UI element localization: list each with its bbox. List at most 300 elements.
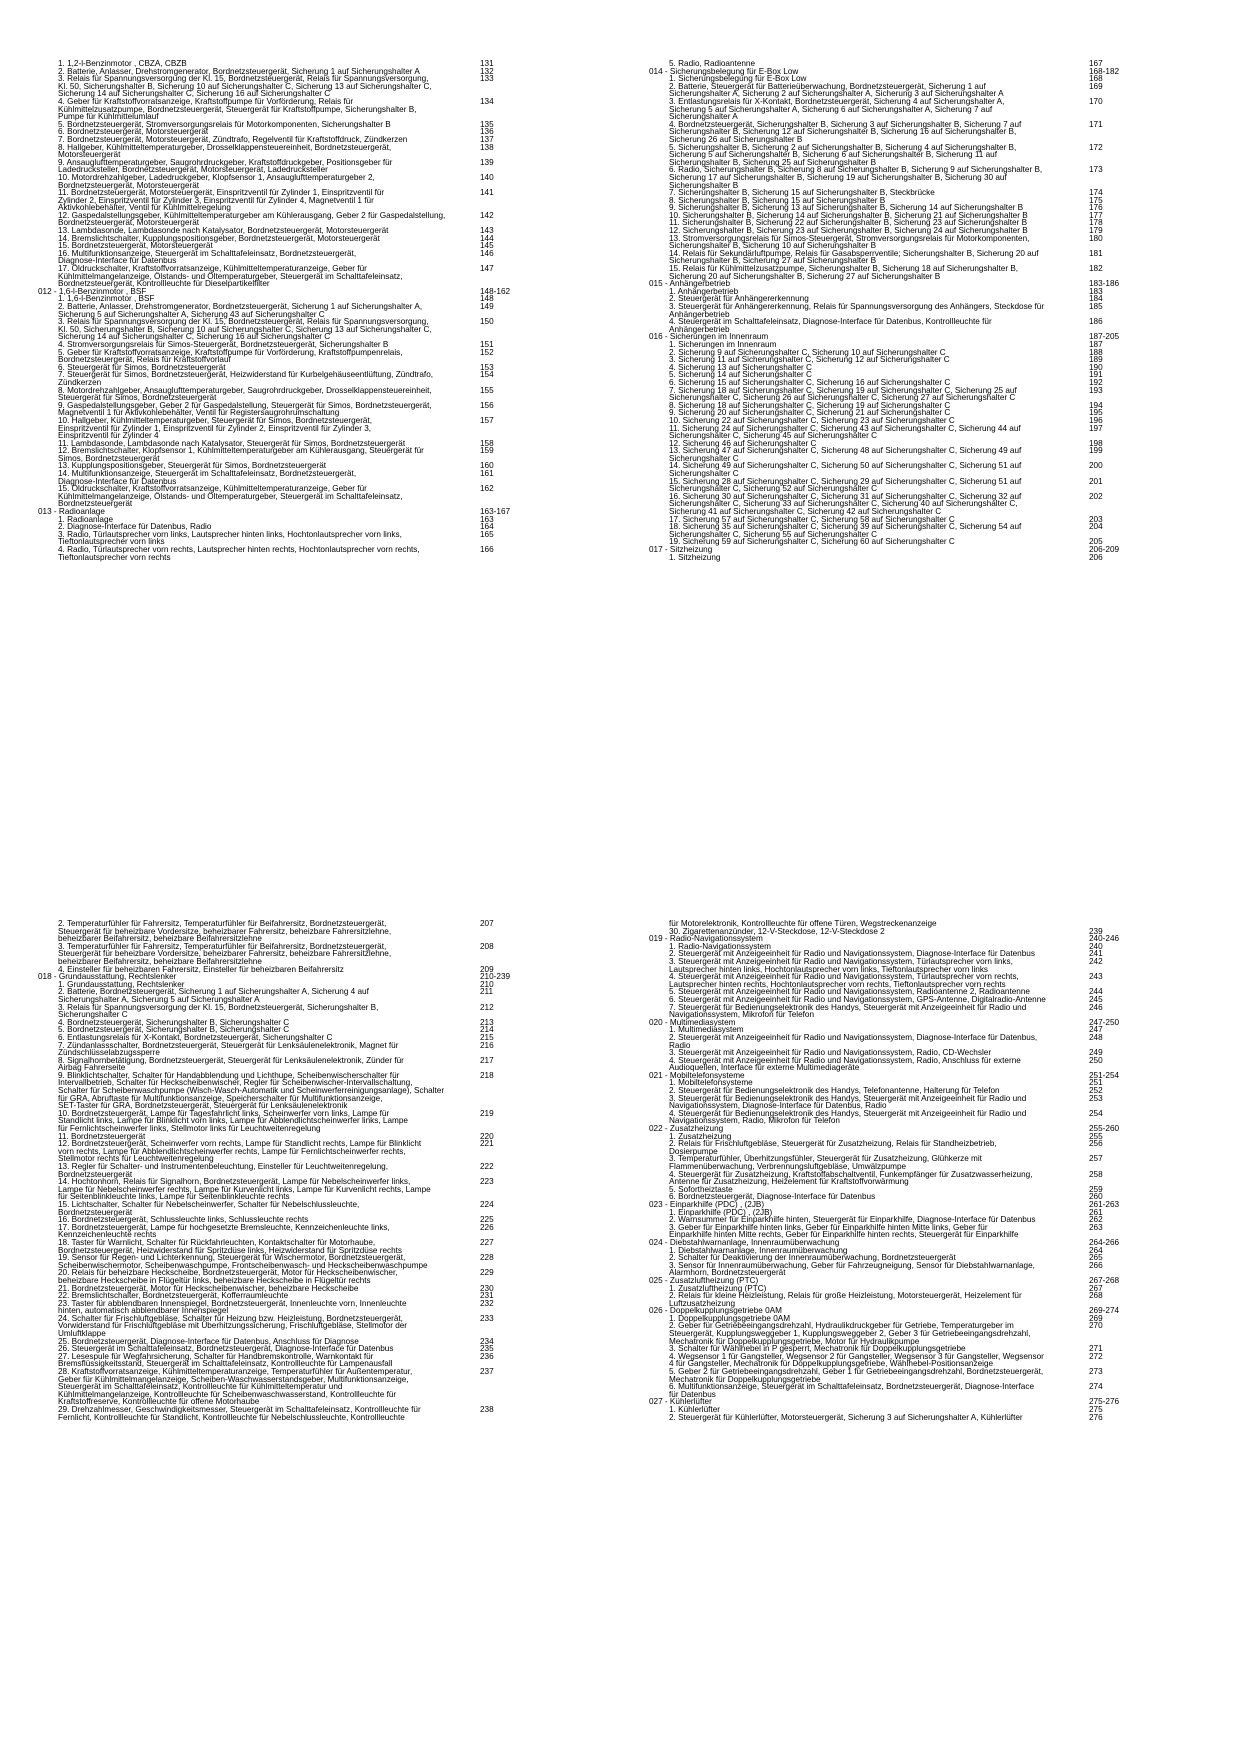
toc-entry-title: 7. Sicherung 18 auf Sicherungshalter C, Sicherung 19 auf Sicherungshalter C, Sicherung 25 auf <box>669 385 1017 395</box>
toc-page-number: 172 <box>1089 142 1103 152</box>
toc-entry-title: 4. Bordnetzsteuergerät, Sicherungshalter B, Sicherungshalter C <box>58 1017 290 1027</box>
toc-entry-row <box>58 1414 540 1422</box>
toc-page-number: 133 <box>480 74 494 84</box>
toc-section-row <box>649 1124 1149 1134</box>
toc-page-number: 144 <box>480 233 494 243</box>
toc-entry-title: 11. Bordnetzsteuergerät, Motorsteuergerät, Einspritzventil für Zylinder 1, Einspritzventil für <box>58 188 385 198</box>
toc-page-number: 175 <box>1089 195 1103 205</box>
toc-entry-title: 2. Warnsummer für Einparkhilfe hinten, Steuergerät für Einparkhilfe, Diagnose-Interface für Datenbus <box>669 1215 1036 1225</box>
toc-page-number: 212 <box>480 1002 494 1012</box>
toc-entry-title: Intervallbetrieb, Schalter für Heckscheibenwischer, Regler für Scheibenwischer-Intervallschaltung, <box>58 1078 413 1088</box>
toc-page-number: 161 <box>480 469 494 479</box>
toc-page-number: 247 <box>1089 1025 1103 1035</box>
toc-entry-title: 1. Sicherungen im Innenraum <box>669 339 777 349</box>
toc-page-number: 227 <box>480 1237 494 1247</box>
toc-entry-title: 2. Diagnose-Interface für Datenbus, Radio <box>58 522 212 532</box>
toc-page-number: 255 <box>1089 1131 1103 1141</box>
toc-entry-title: 15. Relais für Kühlmittelzusatzpumpe, Sicherungshalter B, Sicherung 18 auf Sicherungshalter B, <box>669 264 1019 274</box>
toc-page-number: 177 <box>1089 210 1103 220</box>
toc-page-number: 257 <box>1089 1154 1103 1164</box>
toc-page-number: 270 <box>1089 1321 1103 1331</box>
toc-page-number: 152 <box>480 347 494 357</box>
toc-page-number: 163-167 <box>480 507 511 517</box>
toc-page-number: 187 <box>1089 339 1103 349</box>
toc-entry-title: Sicherungshalter C, Sicherung 33 auf Sicherungshalter C, Sicherung 40 auf Sicherungshalter C, <box>669 499 1018 509</box>
toc-page-number: 240 <box>1089 941 1103 951</box>
toc-page-number: 248 <box>1089 1032 1103 1042</box>
toc-page-number: 228 <box>480 1253 494 1263</box>
toc-entry-title: 1. Sicherungsbelegung für E-Box Low <box>669 74 807 84</box>
toc-page-number: 274 <box>1089 1382 1103 1392</box>
toc-entry-title: Sicherungshalter B <box>669 180 739 190</box>
toc-entry-row <box>669 538 1149 546</box>
toc-entry-title: 10. Hallgeber, Kühlmitteltemperaturgeber, Steuergerät für Simos, Bordnetzsteuergerät, <box>58 415 373 425</box>
toc-page-number: 246 <box>1089 1002 1103 1012</box>
toc-page-number: 251 <box>1089 1078 1103 1088</box>
toc-page-number: 216 <box>480 1040 494 1050</box>
toc-entry-row <box>669 1414 1149 1422</box>
toc-entry-title: Radio <box>669 1040 691 1050</box>
toc-entry-title: 6. Entlastungsrelais für X-Kontakt, Bordnetzsteuergerät, Sicherungshalter C <box>58 1032 333 1042</box>
toc-entry-row <box>669 318 1149 326</box>
toc-page-number: 147 <box>480 264 494 274</box>
toc-entry-title: 9. Blinklichtschalter, Schalter für Handabblendung und Lichthupe, Scheibenwischerschalter für <box>58 1070 400 1080</box>
toc-entry-title: 1. Zusatzheizung <box>669 1131 732 1141</box>
toc-entry-row <box>669 1117 1149 1125</box>
toc-page-number: 171 <box>1089 119 1103 129</box>
toc-entry-title: 8. Signalhornbetätigung, Bordnetzsteuergerät, Steuergerät für Lenksäulenelektronik, Zünder für <box>58 1055 404 1065</box>
toc-entry-title: 5. Bordnetzsteuergerät, Stromversorgungsrelais für Motorkomponenten, Sicherungshalter B <box>58 119 391 129</box>
toc-entry-title: 013 - Radioanlage <box>38 507 105 517</box>
toc-page-number: 149 <box>480 302 494 311</box>
toc-entry-title: 018 - Grundausstattung, Rechtslenker <box>38 972 177 982</box>
toc-entry-title: 1. Anhängerbetrieb <box>669 286 739 296</box>
toc-entry-title: 12. Sicherungshalter B, Sicherung 23 auf Sicherungshalter B, Sicherung 24 auf Sicherungshalter B <box>669 226 1028 236</box>
toc-entry-title: 019 - Radio-Navigationssystem <box>649 934 763 944</box>
toc-entry-title: Bordnetzsteuergerät, Motorsteuergerät <box>58 180 200 190</box>
toc-entry-title: 5. Geber 2 für Getriebeeingangsdrehzahl, Geber 1 für Getriebeeingangsdrehzahl, Bordnetzsteuergerät, <box>669 1367 1044 1377</box>
toc-entry-title: Sicherungshalter A, Sicherung 5 auf Sicherungshalter A <box>58 994 260 1004</box>
toc-page-number: 221 <box>480 1139 494 1149</box>
toc-entry-title: Magnetventil 1 für Aktivkohlebehälter, Ventil für Registersaugrohrumschaltung <box>58 408 340 418</box>
toc-page-top-right <box>649 59 1149 830</box>
toc-entry-title: 2. Relais für kleine Heizleistung, Relais für große Heizleistung, Motorsteuergerät, Heizelement für <box>669 1291 1022 1301</box>
toc-entry-title: 14. Bremslichtschalter, Kupplungspositionsgeber, Bordnetzsteuergerät, Motorsteuergerät <box>58 233 380 243</box>
toc-entry-title: 1. Zusatzluftheizung (PTC) <box>669 1283 767 1293</box>
toc-entry-title: 15. Bordnetzsteuergerät, Motorsteuergerät <box>58 241 213 251</box>
toc-entry-title: Kühlmittelmangelanzeige, Ölstands- und Öltemperaturgeber, Steuergerät im Schalttafeleinsatz, <box>58 271 403 281</box>
toc-page-number: 256 <box>1089 1139 1103 1149</box>
toc-section-row <box>38 507 540 517</box>
toc-page-number: 241 <box>1089 949 1103 959</box>
toc-entry-title: 8. Sicherungshalter B, Sicherung 15 auf Sicherungshalter B <box>669 195 886 205</box>
toc-page-number: 182 <box>1089 264 1103 274</box>
toc-entry-title: Tieftonlautsprecher vorn rechts <box>58 552 171 562</box>
toc-page-number: 218 <box>480 1070 494 1080</box>
toc-page-number: 245 <box>1089 994 1103 1004</box>
toc-page-number: 196 <box>1089 415 1103 425</box>
toc-page-number: 148 <box>480 294 494 304</box>
toc-entry-row <box>669 273 1149 281</box>
toc-entry-title: 10. Sicherungshalter B, Sicherung 14 auf Sicherungshalter B, Sicherung 21 auf Sicherungshalter B <box>669 210 1028 220</box>
toc-entry-title: 8. Hallgeber, Kühlmitteltemperaturgeber, Drosselklappensteuereinheit, Bordnetzsteuergerät, <box>58 142 392 152</box>
toc-entry-title: 023 - Einparkhilfe (PDC) , (2JB) <box>649 1199 765 1209</box>
toc-entry-title: 4. Radio, Türlautsprecher vorn rechts, Lautsprecher hinten rechts, Hochtonlautsprecher vorn rechts, <box>58 545 420 554</box>
toc-entry-title: 4. Bordnetzsteuergerät, Sicherungshalter B, Sicherung 3 auf Sicherungshalter B, Sicherung 7 auf <box>669 119 1022 129</box>
toc-page-number: 159 <box>480 446 494 456</box>
toc-page-number: 192 <box>1089 377 1103 387</box>
toc-page-number: 148-162 <box>480 286 511 296</box>
toc-page-number: 138 <box>480 142 494 152</box>
toc-page-number: 188 <box>1089 347 1103 357</box>
toc-entry-title: Bordnetzsteuergerät <box>58 1207 133 1217</box>
toc-page-number: 215 <box>480 1032 494 1042</box>
toc-page-number: 273 <box>1089 1367 1103 1377</box>
toc-entry-title: Kraftstoffreserve, Kontrollleuchte für offene Motorhaube <box>58 1397 260 1407</box>
toc-page-number: 210-239 <box>480 972 511 982</box>
toc-entry-title: 2. Batterie, Steuergerät für Batterieüberwachung, Bordnetzsteuergerät, Sicherung 1 auf <box>669 81 986 91</box>
toc-entry-title: Sicherungshalter C, Sicherung 45 auf Sicherungshalter C <box>669 431 877 441</box>
toc-entry-title: beheizbare Heckscheibe in Flügeltür links, beheizbare Heckscheibe in Flügeltür rechts <box>58 1275 371 1285</box>
toc-page-number: 236 <box>480 1351 494 1361</box>
toc-entry-title: 16. Sicherung 30 auf Sicherungshalter C, Sicherung 31 auf Sicherungshalter C, Sicherung 32 auf <box>669 491 1022 501</box>
toc-entry-title: 1. Radio-Navigationssystem <box>669 941 771 951</box>
toc-page-number: 191 <box>1089 370 1103 380</box>
toc-page-number: 183 <box>1089 286 1103 296</box>
toc-page-number: 208 <box>480 941 494 951</box>
toc-page-number: 230 <box>480 1283 494 1293</box>
toc-page-number: 141 <box>480 188 494 198</box>
toc-entry-title: Airbag Fahrerseite <box>58 1063 126 1073</box>
toc-entry-row <box>669 1140 1149 1148</box>
toc-entry-title: 1. Doppelkupplungsgetriebe 0AM <box>669 1313 791 1323</box>
toc-entry-title: 5. Sofortheiztaste <box>669 1184 733 1194</box>
toc-entry-title: Steuergerät für Simos, Bordnetzsteuergerät <box>58 393 217 403</box>
toc-entry-title: 3. Relais für Spannungsversorgung der Kl. 15, Bordnetzsteuergerät, Relais für Spannungsversorgung, <box>58 74 429 84</box>
toc-entry-title: 4 für Gangsteller, Mechatronik für Doppelkupplungsgetriebe, Wählhebel-Positionsanzeige <box>669 1359 994 1369</box>
toc-entry-row <box>669 1383 1149 1391</box>
toc-entry-title: 2. Schalter für Deaktivierung der Innenraumüberwachung, Bordnetzsteuergerät <box>669 1253 956 1263</box>
toc-entry-title: 1. Einparkhilfe (PDC) , (2JB) <box>669 1207 773 1217</box>
toc-page-number: 263 <box>1089 1222 1103 1232</box>
toc-entry-title: 1. Multimediasystem <box>669 1025 744 1035</box>
toc-entry-title: Sicherungshalter C <box>58 1010 128 1020</box>
toc-entry-title: 6. Sicherung 15 auf Sicherungshalter C, Sicherung 16 auf Sicherungshalter C <box>669 377 951 387</box>
toc-entry-title: 1. Mobiltelefonsysteme <box>669 1078 753 1088</box>
toc-entry-title: 3. Steuergerät mit Anzeigeeinheit für Radio und Navigationssystem, Türlautsprecher vorn links, <box>669 956 1013 966</box>
toc-entry-title: 18. Taster für Warnlicht, Schalter für Rückfahrleuchten, Kontaktschalter für Motorhaube, <box>58 1237 376 1247</box>
toc-entry-title: 7. Zündanlassschalter, Bordnetzsteuergerät, Steuergerät für Lenksäulenelektronik, Magnet für <box>58 1040 399 1050</box>
toc-page-number: 136 <box>480 127 494 137</box>
toc-entry-title: Sicherung 41 auf Sicherungshalter C, Sicherung 42 auf Sicherungshalter C <box>669 507 942 517</box>
toc-entry-title: 4. Sicherung 13 auf Sicherungshalter C <box>669 362 812 372</box>
toc-page-number: 168-182 <box>1089 66 1120 76</box>
toc-entry-title: Sicherung 5 auf Sicherungshalter B, Sicherung 6 auf Sicherungshalter B, Sicherung 11 auf <box>669 150 998 160</box>
toc-entry-title: Sicherungshalter C <box>669 453 739 463</box>
toc-page-number: 242 <box>1089 956 1103 966</box>
toc-entry-title: 12. Bordnetzsteuergerät, Scheinwerfer vorn rechts, Lampe für Standlicht rechts, Lampe für Blinklicht <box>58 1139 422 1149</box>
toc-page-number: 157 <box>480 415 494 425</box>
toc-entry-title: 13. Regler für Schalter- und Instrumentenbeleuchtung, Einsteller für Leuchtweitenregelung, <box>58 1162 388 1171</box>
toc-page-number: 187-205 <box>1089 332 1120 342</box>
toc-page-number: 194 <box>1089 400 1103 410</box>
toc-page-number: 139 <box>480 157 494 167</box>
toc-entry-title: 12. Bremslichtschalter, Klopfsensor 1, Kühlmitteltemperaturgeber am Kühlerausgang, Steuergerät für <box>58 446 424 456</box>
toc-entry-title: 20. Relais für beheizbare Heckscheibe, Bordnetzsteuergerät, Motor für Heckscheibenwischer, <box>58 1268 398 1278</box>
toc-entry-row <box>669 1178 1149 1186</box>
toc-page-number: 252 <box>1089 1086 1103 1096</box>
toc-page-number: 140 <box>480 172 494 182</box>
toc-entry-title: Pumpe für Kühlmittelumlauf <box>58 112 159 122</box>
toc-page-number: 213 <box>480 1017 494 1027</box>
toc-page-number: 142 <box>480 210 494 220</box>
toc-entry-title: 026 - Doppelkupplungsgetriebe 0AM <box>649 1306 782 1316</box>
toc-entry-title: beheizbarer Beifahrersitz, beheizbare Beifahrersitzlehne <box>58 934 262 944</box>
toc-entry-title: Motorsteuergerät <box>58 150 121 160</box>
toc-page-number: 183-186 <box>1089 279 1120 289</box>
toc-page-number: 233 <box>480 1313 494 1323</box>
toc-entry-title: Diagnose-Interface für Datenbus <box>58 256 177 266</box>
toc-entry-title: Sicherungshalter B, Sicherung 10 auf Sicherungshalter B <box>669 241 877 251</box>
toc-entry-row <box>58 1322 540 1330</box>
toc-entry-title: 27. Lesespule für Wegfahrsicherung, Schalter für Handbremskontrolle, Warnkontakt für <box>58 1351 374 1361</box>
toc-page-number: 234 <box>480 1336 494 1346</box>
toc-entry-title: Sicherung 26 auf Sicherungshalter B <box>669 134 803 144</box>
toc-entry-title: 15. Öldruckschalter, Kraftstoffvorratsanzeige, Kühlmitteltemperaturanzeige, Geber für <box>58 484 367 494</box>
toc-entry-title: 025 - Zusatzluftheizung (PTC) <box>649 1275 759 1285</box>
toc-entry-title: Stellmotor rechts für Leuchtweitenregelung <box>58 1154 214 1164</box>
toc-page-number: 145 <box>480 241 494 251</box>
toc-entry-title: 1. 1,2-l-Benzinmotor , CBZA, CBZB <box>58 59 187 68</box>
toc-entry-row <box>669 554 1149 562</box>
toc-page-bottom-right <box>649 919 1149 1690</box>
toc-entry-title: 15. Sicherung 28 auf Sicherungshalter C, Sicherung 29 auf Sicherungshalter C, Sicherung 51 auf <box>669 476 1022 486</box>
toc-page-number: 264-266 <box>1089 1237 1120 1247</box>
toc-entry-title: 4. Steuergerät für Bedienungselektronik des Handys, Steuergerät mit Anzeigeeinheit für Radio und <box>669 1108 1027 1118</box>
toc-entry-title: 3. Relais für Spannungsversorgung der Kl. 15, Bordnetzsteuergerät, Sicherungshalter B, <box>58 1002 379 1012</box>
toc-page-number: 240-246 <box>1089 934 1120 944</box>
toc-page-number: 261-263 <box>1089 1199 1120 1209</box>
toc-page-number: 167 <box>1089 59 1103 68</box>
toc-page-number: 229 <box>480 1268 494 1278</box>
toc-entry-title: Lampe für Nebelscheinwerfer rechts, Lampe für Kurvenlicht links, Lampe für Kurvenlicht rechts, Lampe <box>58 1184 431 1194</box>
toc-entry-title: 6. Bordnetzsteuergerät, Diagnose-Interface für Datenbus <box>669 1192 876 1202</box>
toc-page-number: 190 <box>1089 362 1103 372</box>
toc-entry-title: Sicherung 17 auf Sicherungshalter B, Sicherung 19 auf Sicherungshalter B, Sicherung 30 auf <box>669 172 1007 182</box>
toc-entry-title: 21. Bordnetzsteuergerät, Motor für Heckscheibenwischer, beheizbare Heckscheibe <box>58 1283 359 1293</box>
toc-page-number: 261 <box>1089 1207 1103 1217</box>
toc-page-top-left <box>38 59 540 830</box>
toc-page-number: 266 <box>1089 1260 1103 1270</box>
toc-entry-title: Antenne für Zusatzheizung, Heizelement für Kraftstoffvorwärmung <box>669 1177 909 1187</box>
toc-entry-title: Sicherung 14 auf Sicherungshalter C, Sicherung 16 auf Sicherungshalter C <box>58 89 331 99</box>
toc-entry-title: 3. Radio, Türlautsprecher vorn links, Lautsprecher hinten links, Hochtonlautsprecher vorn links, <box>58 529 402 539</box>
toc-page-number: 198 <box>1089 438 1103 448</box>
toc-entry-row <box>58 1004 540 1012</box>
toc-entry-title: Mechatronik für Doppelkupplungsgetriebe <box>669 1374 821 1384</box>
toc-entry-title: Aktivkohlebehälter, Ventil für Kühlmittelregelung <box>58 203 231 213</box>
toc-entry-title: 19. Sicherung 59 auf Sicherungshalter C, Sicherung 60 auf Sicherungshalter C <box>669 537 955 547</box>
toc-entry-title: 015 - Anhängerbetrieb <box>649 279 731 289</box>
toc-entry-title: für Motorelektronik, Kontrollleuchte für offene Türen, Wegstreckenanzeige <box>669 919 937 928</box>
toc-entry-row <box>669 1011 1149 1019</box>
toc-entry-title: 2. Batterie, Anlasser, Drehstromgenerator, Bordnetzsteuergerät, Sicherung 1 auf Sicherungshalter A, <box>58 302 423 311</box>
toc-entry-row <box>58 500 540 508</box>
toc-entry-title: 6. Radio, Sicherungshalter B, Sicherung 8 auf Sicherungshalter B, Sicherung 9 auf Sicherungshalter B, <box>669 165 1043 175</box>
toc-page-number: 244 <box>1089 987 1103 997</box>
toc-entry-title: 5. Sicherung 14 auf Sicherungshalter C <box>669 370 812 380</box>
toc-entry-title: 13. Sicherung 47 auf Sicherungshalter C, Sicherung 48 auf Sicherungshalter C, Sicherung 49 auf <box>669 446 1022 456</box>
toc-entry-title: 12. Sicherung 46 auf Sicherungshalter C <box>669 438 817 448</box>
toc-page-number: 254 <box>1089 1108 1103 1118</box>
toc-page-number: 239 <box>1089 926 1103 936</box>
toc-page-number: 202 <box>1089 491 1103 501</box>
toc-entry-title: 16. Bordnetzsteuergerät, Schlussleuchte links, Schlussleuchte rechts <box>58 1215 309 1225</box>
toc-entry-title: 3. Steuergerät mit Anzeigeeinheit für Radio und Navigationssystem, Radio, CD-Wechsler <box>669 1048 992 1058</box>
toc-page-number: 164 <box>480 522 494 532</box>
toc-page-number: 238 <box>480 1405 494 1414</box>
toc-entry-title: Sicherungshalter B, Sicherung 27 auf Sicherungshalter B <box>669 256 877 266</box>
toc-entry-title: 3. Entlastungsrelais für X-Kontakt, Bordnetzsteuergerät, Sicherung 4 auf Sicherungshalter A, <box>669 96 1005 106</box>
toc-page-number: 137 <box>480 134 494 144</box>
toc-page-number: 265 <box>1089 1253 1103 1263</box>
toc-entry-title: Luftzusatzheizung <box>669 1298 735 1308</box>
toc-entry-title: 2. Steuergerät mit Anzeigeeinheit für Radio und Navigationssystem, Diagnose-Interface für Datenbus <box>669 949 1035 959</box>
toc-entry-title: 4. Wegsensor 1 für Gangsteller, Wegsensor 2 für Gangsteller, Wegsensor 3 für Gangsteller, Wegsensor <box>669 1351 1044 1361</box>
toc-page-number: 264 <box>1089 1245 1103 1255</box>
toc-entry-title: 9. Sicherungshalter B, Sicherung 13 auf Sicherungshalter B, Sicherung 14 auf Sicherungshalter B <box>669 203 1024 213</box>
toc-entry-title: 24. Schalter für Frischluftgebläse, Schalter für Heizung bzw. Heizleistung, Bordnetzsteuergerät, <box>58 1313 403 1323</box>
toc-entry-title: Alarmhorn, Bordnetzsteuergerät <box>669 1268 786 1278</box>
toc-entry-title: 9. Sicherung 20 auf Sicherungshalter C, Sicherung 21 auf Sicherungshalter C <box>669 408 951 418</box>
toc-entry-title: Sicherungshalter C, Sicherung 52 auf Sicherungshalter C <box>669 484 877 494</box>
toc-page-number: 179 <box>1089 226 1103 236</box>
toc-page-number: 224 <box>480 1199 494 1209</box>
toc-entry-title: 14. Sicherung 49 auf Sicherungshalter C, Sicherung 50 auf Sicherungshalter C, Sicherung 51 auf <box>669 461 1022 471</box>
toc-page-number: 217 <box>480 1055 494 1065</box>
toc-page-number: 135 <box>480 119 494 129</box>
toc-page-number: 151 <box>480 339 494 349</box>
toc-page-number: 235 <box>480 1344 494 1354</box>
toc-entry-title: Geber für Kühlmittelmangelanzeige, Scheiben-Waschwasserstandsgeber, Multifunktionsanzeige, <box>58 1374 409 1384</box>
toc-entry-title: 2. Steuergerät für Kühlerlüfter, Motorsteuergerät, Sicherung 3 auf Sicherungshalter A, Kühlerlüfter <box>669 1412 1023 1422</box>
toc-entry-title: 1. Kühlerlüfter <box>669 1405 720 1414</box>
toc-page-number: 220 <box>480 1131 494 1141</box>
toc-entry-title: 4. Geber für Kraftstoffvorratsanzeige, Kraftstoffpumpe für Vorförderung, Relais für <box>58 96 354 106</box>
toc-entry-title: 9. Ansauglufttemperaturgeber, Saugrohrdruckgeber, Kraftstoffdruckgeber, Positionsgeber für <box>58 157 393 167</box>
toc-entry-title: 5. Geber für Kraftstoffvorratsanzeige, Kraftstoffpumpe für Vorförderung, Kraftstoffpumpenrelais, <box>58 347 403 357</box>
toc-page-number: 162 <box>480 484 494 494</box>
toc-entry-title: Vorwiderstand für Frischluftgebläse mit Überhitzungssicherung, Frischluftgebläse, Stellmotor der <box>58 1321 408 1331</box>
toc-entry-title: 14. Multifunktionsanzeige, Steuergerät im Schalttafeleinsatz, Bordnetzsteuergerät, <box>58 469 357 479</box>
toc-entry-title: für GRA, Abruftaste für Multifunktionsanzeige, Speicherschalter für Multifunktionsanzeige, <box>58 1093 383 1103</box>
toc-entry-title: 9. Gaspedalstellungsgeber, Geber 2 für Gaspedalstellung, Steuergerät für Simos, Bordnetzsteuergerät, <box>58 400 432 410</box>
toc-entry-title: 3. Steuergerät für Bedienungselektronik des Handys, Steuergerät mit Anzeigeeinheit für Radio und <box>669 1093 1027 1103</box>
toc-entry-row <box>669 1034 1149 1042</box>
toc-entry-title: 17. Öldruckschalter, Kraftstoffvorratsanzeige, Kühlmitteltemperaturanzeige, Geber für <box>58 264 367 274</box>
toc-page-number: 166 <box>480 545 494 554</box>
toc-entry-title: Kl. 50, Sicherungshalter B, Sicherung 10 auf Sicherungshalter C, Sicherung 13 auf Sicherungshalter C, <box>58 324 432 334</box>
toc-entry-title: Kennzeichenleuchte rechts <box>58 1230 157 1240</box>
toc-entry-title: 7. Steuergerät für Simos, Bordnetzsteuergerät, Heizwiderstand für Kurbelgehäuseentlüftung, Zündtrafo, <box>58 370 434 380</box>
toc-entry-title: Kühlmittelmangelanzeige, Ölstands- und Öltemperaturgeber, Steuergerät im Schalttafeleinsatz, <box>58 491 403 501</box>
toc-page-number: 269-274 <box>1089 1306 1120 1316</box>
toc-page-number: 251-254 <box>1089 1070 1120 1080</box>
toc-entry-title: 6. Bordnetzsteuergerät, Motorsteuergerät <box>58 127 209 137</box>
toc-page-number: 181 <box>1089 248 1103 258</box>
toc-entry-title: 5. Bordnetzsteuergerät, Sicherungshalter B, Sicherungshalter C <box>58 1025 290 1035</box>
toc-entry-row <box>669 106 1149 114</box>
toc-entry-title: 1. Grundausstattung, Rechtslenker <box>58 979 185 989</box>
toc-entry-title: für Seitenblinkleuchte links, Lampe für Seitenblinkleuchte rechts <box>58 1192 290 1202</box>
toc-entry-title: 4. Steuergerät mit Anzeigeeinheit für Radio und Navigationssystem, Radio, Anschluss für externe <box>669 1055 1021 1065</box>
toc-page-number: 267-268 <box>1089 1275 1120 1285</box>
toc-entry-title: Bordnetzsteuergerät <box>58 1169 133 1179</box>
toc-entry-title: Steuergerät im Schalttafeleinsatz, Kontrollleuchte für Kühlmitteltemperatur und <box>58 1382 343 1392</box>
toc-page-number: 203 <box>1089 514 1103 524</box>
toc-page-number: 211 <box>480 987 494 997</box>
toc-page-number: 170 <box>1089 96 1103 106</box>
toc-page-number: 201 <box>1089 476 1103 486</box>
toc-entry-title: Navigationssystem, Mikrofon für Telefon <box>669 1010 815 1020</box>
toc-page-number: 269 <box>1089 1313 1103 1323</box>
toc-entry-title: 17. Sicherung 57 auf Sicherungshalter C, Sicherung 58 auf Sicherungshalter C <box>669 514 955 524</box>
toc-entry-title: Ladedrucksteller, Bordnetzsteuergerät, Motorsteuergerät, Ladedrucksteller <box>58 165 328 175</box>
toc-entry-row <box>669 462 1149 470</box>
toc-entry-title: 4. Steuergerät mit Anzeigeeinheit für Radio und Navigationssystem, Türlautsprecher vorn rechts, <box>669 972 1019 982</box>
toc-entry-title: Fernlicht, Kontrollleuchte für Standlicht, Kontrollleuchte für Nebelschlussleuchte, Kontrollleuchte <box>58 1412 405 1422</box>
toc-page-number: 184 <box>1089 294 1103 304</box>
toc-entry-title: 11. Sicherungshalter B, Sicherung 22 auf Sicherungshalter B, Sicherung 23 auf Sicherungshalter B <box>669 218 1028 228</box>
toc-page-number: 150 <box>480 317 494 327</box>
toc-page-number: 180 <box>1089 233 1103 243</box>
toc-entry-title: 4. Steuergerät für Zusatzheizung, Kraftstoffabschaltventil, Funkempfänger für Zusatzwasserheizung, <box>669 1169 1033 1179</box>
toc-page-number: 178 <box>1089 218 1103 228</box>
toc-page-number: 275 <box>1089 1405 1103 1414</box>
toc-entry-row <box>669 303 1149 311</box>
toc-entry-title: Zylinder 2, Einspritzventil für Zylinder 3, Einspritzventil für Zylinder 4, Magnetventil 1 für <box>58 195 374 205</box>
toc-page-number: 225 <box>480 1215 494 1225</box>
toc-entry-title: Bordnetzsteuergerät <box>58 499 133 509</box>
toc-entry-title: 8. Motordrehzahlgeber, Ansauglufttemperaturgeber, Saugrohrdruckgeber, Drosselklappensteuereinheit, <box>58 385 432 395</box>
toc-entry-title: 7. Bordnetzsteuergerät, Motorsteuergerät, Zündtrafo, Regelventil für Kraftstoffdruck, Zündkerzen <box>58 134 408 144</box>
toc-entry-title: Sicherungshalter A, Sicherung 2 auf Sicherungshalter A, Sicherung 3 auf Sicherungshalter A <box>669 89 1004 99</box>
toc-entry-title: 022 - Zusatzheizung <box>649 1124 724 1134</box>
toc-entry-title: Kühlmittelmangelanzeige, Kontrollleuchte für Scheibenwaschwasserstand, Kontrollleuchte für <box>58 1389 397 1399</box>
toc-entry-title: 2. Batterie, Anlasser, Drehstromgenerator, Bordnetzsteuergerät, Sicherung 1 auf Sicherungshalter A <box>58 66 420 76</box>
toc-entry-title: 7. Sicherungshalter B, Sicherung 15 auf Sicherungshalter B, Steckbrücke <box>669 188 935 198</box>
toc-page-number: 226 <box>480 1222 494 1232</box>
toc-entry-title: 15. Lichtschalter, Schalter für Nebelscheinwerfer, Schalter für Nebelschlussleuchte, <box>58 1199 360 1209</box>
toc-page-number: 153 <box>480 362 494 372</box>
toc-entry-title: 014 - Sicherungsbelegung für E-Box Low <box>649 66 799 76</box>
toc-entry-title: Bremsflüssigkeitsstand, Steuergerät im Schalttafeleinsatz, Kontrollleuchte für Lampenausfall <box>58 1359 393 1369</box>
toc-entry-title: 11. Sicherung 24 auf Sicherungshalter C, Sicherung 43 auf Sicherungshalter C, Sicherung 44 auf <box>669 423 1021 433</box>
toc-entry-title: Navigationssystem, Diagnose-Interface für Datenbus, Radio <box>669 1101 887 1111</box>
toc-page-number: 259 <box>1089 1184 1103 1194</box>
toc-entry-title: Audioquellen, Interface für externe Multimediageräte <box>669 1063 860 1073</box>
toc-entry-title: 3. Geber für Einparkhilfe hinten links, Geber für Einparkhilfe hinten Mitte links, Geber für <box>669 1222 988 1232</box>
toc-entry-title: Sicherung 14 auf Sicherungshalter C, Sicherung 16 auf Sicherungshalter C <box>58 332 331 342</box>
toc-entry-title: 30. Zigarettenanzünder, 12-V-Steckdose, 12-V-Steckdose 2 <box>669 926 885 936</box>
toc-entry-title: 18. Sicherung 35 auf Sicherungshalter C, Sicherung 39 auf Sicherungshalter C, Sicherung 54 auf <box>669 522 1022 532</box>
toc-entry-title: 027 - Kühlerlüfter <box>649 1397 712 1407</box>
toc-page-number: 169 <box>1089 81 1103 91</box>
toc-entry-title: 016 - Sicherungen im Innenraum <box>649 332 769 342</box>
toc-entry-title: Steuergerät für beheizbare Vordersitze, beheizbarer Fahrersitz, beheizbare Fahrersitzlehne, <box>58 949 392 959</box>
toc-page-number: 207 <box>480 919 494 928</box>
toc-entry-title: 13. Stromversorgungsrelais für Simos-Steuergerät, Stromversorgungsrelais für Motorkomponenten, <box>669 233 1030 243</box>
